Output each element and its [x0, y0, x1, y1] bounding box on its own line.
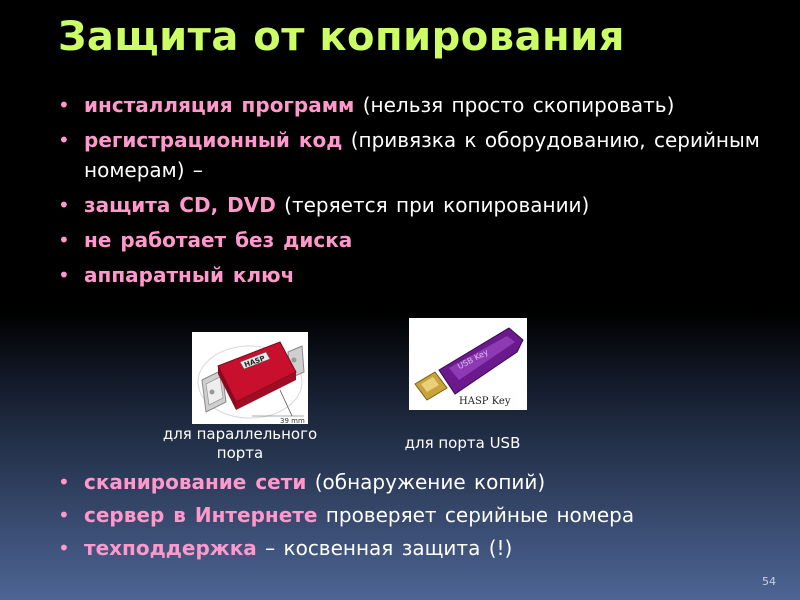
- hasp-key-label: HASP Key: [459, 396, 511, 407]
- usb-key-icon: [409, 318, 527, 410]
- bullet-icon: •: [58, 263, 70, 287]
- bullet-item: [58, 125, 778, 185]
- bullet-text: – косвенная защита (!): [256, 536, 513, 560]
- hasp-label: HASP: [243, 354, 267, 370]
- bullet-item: [58, 533, 778, 563]
- bullet-icon: •: [58, 536, 70, 560]
- bullet-key: регистрационный код: [84, 128, 343, 152]
- bullet-key: аппаратный ключ: [84, 263, 295, 287]
- hasp-parallel-image: [192, 332, 308, 424]
- page-number: 54: [762, 575, 776, 588]
- bullet-key: не работает без диска: [84, 228, 353, 252]
- hasp-parallel-dongle-icon: [192, 332, 308, 424]
- bullet-list-bottom: [58, 467, 778, 566]
- bullet-key: защита CD, DVD: [84, 193, 276, 217]
- bullet-key: техподдержка: [84, 536, 257, 560]
- bullet-key: сервер в Интернете: [84, 503, 318, 527]
- bullet-item: [58, 500, 778, 530]
- bullet-key: инсталляция программ: [84, 93, 355, 117]
- dimension-label: 39 mm: [280, 417, 305, 424]
- bullet-item: [58, 190, 778, 220]
- bullet-item: [58, 260, 778, 290]
- hasp-usb-image: [409, 318, 527, 410]
- bullet-item: [58, 90, 778, 120]
- usb-port-caption: для порта USB: [404, 434, 521, 452]
- bullet-icon: •: [58, 470, 70, 494]
- usb-key-label: USB Key: [456, 347, 490, 372]
- slide-title: Защита от копирования: [58, 14, 625, 60]
- parallel-port-caption: для параллельного порта: [162, 425, 318, 462]
- bullet-icon: •: [58, 93, 70, 117]
- bullet-text: (нельзя просто скопировать): [354, 93, 675, 117]
- bullet-text: (привязка к оборудованию, серийным номерам) –: [84, 128, 760, 182]
- bullet-item: [58, 225, 778, 255]
- bullet-text: (теряется при копировании): [275, 193, 590, 217]
- bullet-icon: •: [58, 193, 70, 217]
- bullet-key: сканирование сети: [84, 470, 307, 494]
- bullet-item: [58, 467, 778, 497]
- bullet-text: проверяет серийные номера: [317, 503, 635, 527]
- bullet-icon: •: [58, 228, 70, 252]
- bullet-icon: •: [58, 128, 70, 152]
- bullet-icon: •: [58, 503, 70, 527]
- bullet-list-top: [58, 90, 778, 295]
- bullet-text: (обнаружение копий): [306, 470, 546, 494]
